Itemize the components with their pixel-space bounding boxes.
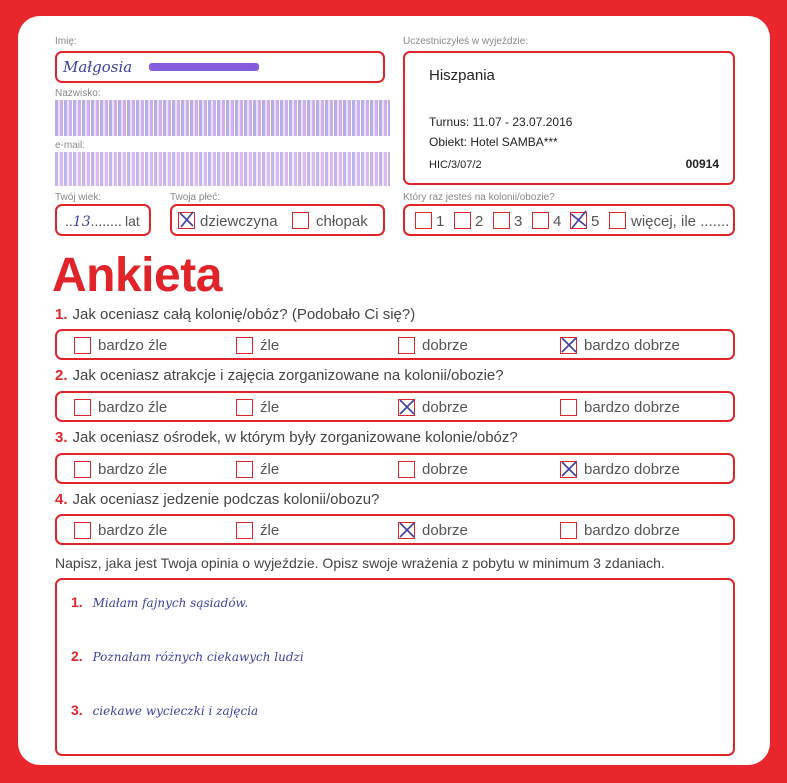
opinion-prompt: Napisz, jaka jest Twoja opinia o wyjeździe. Opisz swoje wrażenia z pobytu w minimum 3 zdaniach.	[55, 555, 665, 571]
rating-checkbox[interactable]	[560, 522, 577, 539]
gender-option-female: dziewczyna	[200, 213, 278, 230]
rating-row-3	[55, 453, 735, 484]
age-label: Twój wiek:	[55, 192, 102, 203]
age-suffix: ........	[90, 213, 122, 229]
check-mark-icon	[559, 335, 579, 355]
rating-checkbox[interactable]	[398, 337, 415, 354]
checkbox-time-2[interactable]	[454, 212, 471, 229]
question-1	[55, 306, 415, 323]
rating-row-1	[55, 329, 735, 360]
time-option-1: 1	[436, 213, 445, 230]
question-number: 2.	[55, 367, 68, 384]
opinion-num-2: 2.	[71, 648, 83, 664]
check-mark-icon	[397, 397, 417, 417]
checkbox-male[interactable]	[292, 212, 309, 229]
opinion-text-2: Poznałam różnych ciekawych ludzi	[92, 650, 304, 664]
rating-checkbox[interactable]	[560, 337, 577, 354]
question-text: Jak oceniasz całą kolonię/obóz? (Podobało Ci się?)	[72, 306, 416, 323]
trip-destination: Hiszpania	[429, 67, 495, 84]
question-4	[55, 491, 379, 508]
rating-row-4	[55, 514, 735, 545]
age-field[interactable]	[55, 204, 151, 236]
rating-checkbox[interactable]	[236, 337, 253, 354]
age-unit: lat	[125, 213, 140, 229]
check-mark-icon	[559, 459, 579, 479]
time-option-4: 4	[553, 213, 562, 230]
trip-info-box	[403, 51, 735, 185]
surname-redaction-block	[55, 100, 390, 136]
rating-checkbox[interactable]	[236, 522, 253, 539]
rating-option-label: bardzo źle	[98, 522, 168, 539]
rating-checkbox[interactable]	[398, 399, 415, 416]
rating-option-label: bardzo źle	[98, 399, 168, 416]
time-option-3: 3	[514, 213, 523, 230]
checkbox-time-1[interactable]	[415, 212, 432, 229]
opinion-text-1: Miałam fajnych sąsiadów.	[92, 596, 249, 610]
which-time-field	[403, 204, 735, 236]
rating-checkbox[interactable]	[74, 461, 91, 478]
opinion-text-3: ciekawe wycieczki i zajęcia	[92, 704, 259, 718]
rating-option-label: bardzo źle	[98, 461, 168, 478]
surname-redaction	[149, 63, 259, 71]
rating-option-label: dobrze	[422, 522, 468, 539]
rating-row-2	[55, 391, 735, 422]
rating-checkbox[interactable]	[398, 522, 415, 539]
gender-label: Twoja płeć:	[170, 192, 221, 203]
email-label: e-mail:	[55, 140, 86, 151]
survey-sheet	[18, 16, 770, 765]
checkbox-female[interactable]	[178, 212, 195, 229]
rating-option-label: dobrze	[422, 399, 468, 416]
check-mark-icon	[177, 210, 197, 230]
age-value: 13	[72, 214, 91, 230]
question-text: Jak oceniasz jedzenie podczas kolonii/obozu?	[72, 491, 380, 508]
time-option-more: więcej, ile .......	[631, 213, 730, 230]
name-value: Małgosia	[63, 58, 133, 76]
opinion-line-3	[71, 702, 258, 718]
rating-checkbox[interactable]	[398, 461, 415, 478]
checkbox-time-5[interactable]	[570, 212, 587, 229]
rating-option-label: bardzo dobrze	[584, 337, 680, 354]
question-text: Jak oceniasz atrakcje i zajęcia zorganizowane na kolonii/obozie?	[72, 367, 504, 384]
rating-option-label: bardzo dobrze	[584, 461, 680, 478]
page-title: Ankieta	[52, 249, 222, 302]
checkbox-time-3[interactable]	[493, 212, 510, 229]
which-time-label: Który raz jesteś na kolonii/obozie?	[403, 192, 555, 203]
opinion-box[interactable]	[55, 578, 735, 756]
opinion-num-1: 1.	[71, 594, 83, 610]
rating-option-label: dobrze	[422, 461, 468, 478]
trip-obiekt: Obiekt: Hotel SAMBA***	[429, 135, 558, 149]
rating-checkbox[interactable]	[74, 399, 91, 416]
rating-option-label: źle	[260, 461, 280, 478]
surname-label: Nazwisko:	[55, 88, 101, 99]
rating-checkbox[interactable]	[236, 399, 253, 416]
opinion-line-1	[71, 594, 248, 610]
age-prefix: ..	[65, 213, 73, 229]
rating-checkbox[interactable]	[74, 337, 91, 354]
rating-option-label: źle	[260, 399, 280, 416]
question-3	[55, 429, 518, 446]
question-number: 4.	[55, 491, 68, 508]
gender-field	[170, 204, 385, 236]
trip-code: HIC/3/07/2	[429, 159, 482, 171]
check-mark-icon	[569, 210, 589, 230]
trip-turnus: Turnus: 11.07 - 23.07.2016	[429, 115, 573, 129]
checkbox-time-more[interactable]	[609, 212, 626, 229]
rating-checkbox[interactable]	[236, 461, 253, 478]
question-text: Jak oceniasz ośrodek, w którym były zorganizowane kolonie/obóz?	[72, 429, 518, 446]
time-option-2: 2	[475, 213, 484, 230]
opinion-line-2	[71, 648, 304, 664]
trip-label: Uczestniczyłeś w wyjeździe:	[403, 36, 529, 47]
rating-option-label: dobrze	[422, 337, 468, 354]
rating-checkbox[interactable]	[560, 399, 577, 416]
email-redaction-block	[55, 152, 390, 186]
rating-option-label: źle	[260, 337, 280, 354]
name-label: Imię:	[55, 36, 77, 47]
checkbox-time-4[interactable]	[532, 212, 549, 229]
trip-number: 00914	[685, 157, 719, 171]
rating-option-label: bardzo dobrze	[584, 399, 680, 416]
rating-option-label: bardzo źle	[98, 337, 168, 354]
question-number: 3.	[55, 429, 68, 446]
question-number: 1.	[55, 306, 68, 323]
rating-option-label: bardzo dobrze	[584, 522, 680, 539]
time-option-5: 5	[591, 213, 600, 230]
check-mark-icon	[397, 520, 417, 540]
question-2	[55, 367, 504, 384]
gender-option-male: chłopak	[316, 213, 368, 230]
age-line	[65, 213, 122, 230]
rating-checkbox[interactable]	[560, 461, 577, 478]
rating-checkbox[interactable]	[74, 522, 91, 539]
name-field[interactable]	[55, 51, 385, 83]
rating-option-label: źle	[260, 522, 280, 539]
opinion-num-3: 3.	[71, 702, 83, 718]
